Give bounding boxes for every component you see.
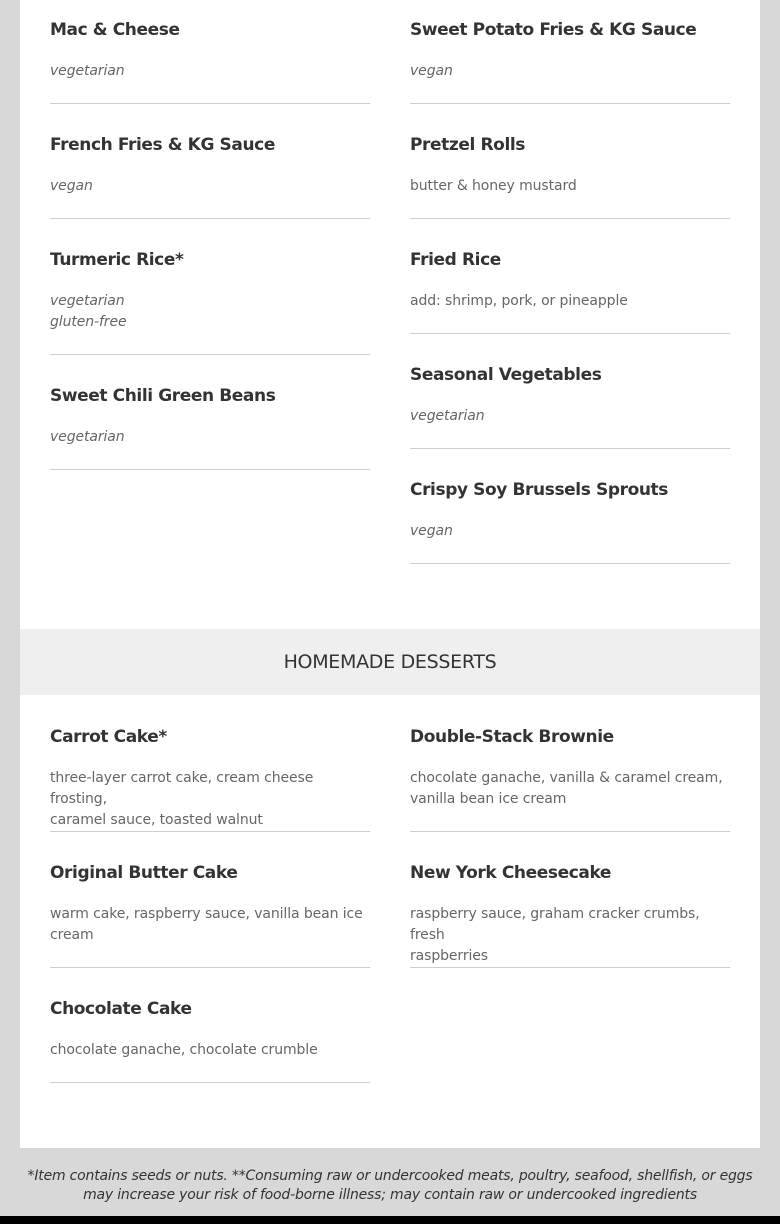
- menu-item: [50, 385, 370, 470]
- bottom-bar: [0, 1216, 780, 1224]
- item-name: Mac & Cheese: [50, 20, 180, 40]
- item-description: chocolate ganache, chocolate crumble: [50, 1042, 318, 1058]
- item-name: Fried Rice: [410, 250, 501, 270]
- menu-item: [410, 249, 730, 334]
- item-description: warm cake, raspberry sauce, vanilla bean ice: [50, 906, 363, 922]
- disclaimer-line: may increase your risk of food-borne illness; may contain raw or undercooked ingredients: [83, 1187, 697, 1203]
- item-name: Carrot Cake*: [50, 727, 167, 747]
- item-name: Double-Stack Brownie: [410, 727, 614, 747]
- item-name: Crispy Soy Brussels Sprouts: [410, 480, 668, 500]
- menu-item: [410, 19, 730, 104]
- item-description: butter & honey mustard: [410, 178, 577, 194]
- item-name: Sweet Chili Green Beans: [50, 386, 276, 406]
- menu-item: [50, 726, 370, 832]
- item-description: chocolate ganache, vanilla & caramel cream,: [410, 770, 723, 786]
- item-tag: gluten-free: [50, 314, 127, 330]
- item-tag: vegetarian: [50, 63, 125, 79]
- item-tag: vegetarian: [50, 293, 125, 309]
- menu-item: [410, 726, 730, 832]
- item-description: raspberry sauce, graham cracker crumbs, fresh: [410, 906, 700, 943]
- menu-item: [410, 134, 730, 219]
- item-name: Turmeric Rice*: [50, 250, 184, 270]
- item-name: Seasonal Vegetables: [410, 365, 602, 385]
- menu-item: [50, 249, 370, 355]
- item-description: vanilla bean ice cream: [410, 791, 567, 807]
- menu-item: [410, 479, 730, 564]
- menu-item: [50, 19, 370, 104]
- item-description: three-layer carrot cake, cream cheese frosting,: [50, 770, 314, 807]
- menu-item: [50, 134, 370, 219]
- item-tag: vegan: [50, 178, 93, 194]
- item-tag: vegetarian: [410, 408, 485, 424]
- item-name: Chocolate Cake: [50, 999, 192, 1019]
- item-tag: vegetarian: [50, 429, 125, 445]
- item-description: raspberries: [410, 948, 488, 964]
- allergy-disclaimer: [0, 1167, 780, 1205]
- menu-item: [50, 862, 370, 968]
- disclaimer-line: *Item contains seeds or nuts. **Consuming raw or undercooked meats, poultry, seafood, shellfish, or eggs: [27, 1168, 753, 1184]
- menu-item: [50, 998, 370, 1083]
- item-name: French Fries & KG Sauce: [50, 135, 275, 155]
- section-title: HOMEMADE DESSERTS: [283, 651, 497, 673]
- item-tag: vegan: [410, 63, 453, 79]
- item-name: Pretzel Rolls: [410, 135, 526, 155]
- menu-item: [410, 364, 730, 449]
- section-header-desserts: [20, 629, 760, 695]
- item-description: caramel sauce, toasted walnut: [50, 812, 263, 828]
- item-description: cream: [50, 927, 94, 943]
- menu-item: [410, 862, 730, 968]
- item-tag: vegan: [410, 523, 453, 539]
- item-name: Original Butter Cake: [50, 863, 238, 883]
- item-name: New York Cheesecake: [410, 863, 612, 883]
- item-name: Sweet Potato Fries & KG Sauce: [410, 20, 697, 40]
- item-description: add: shrimp, pork, or pineapple: [410, 293, 628, 309]
